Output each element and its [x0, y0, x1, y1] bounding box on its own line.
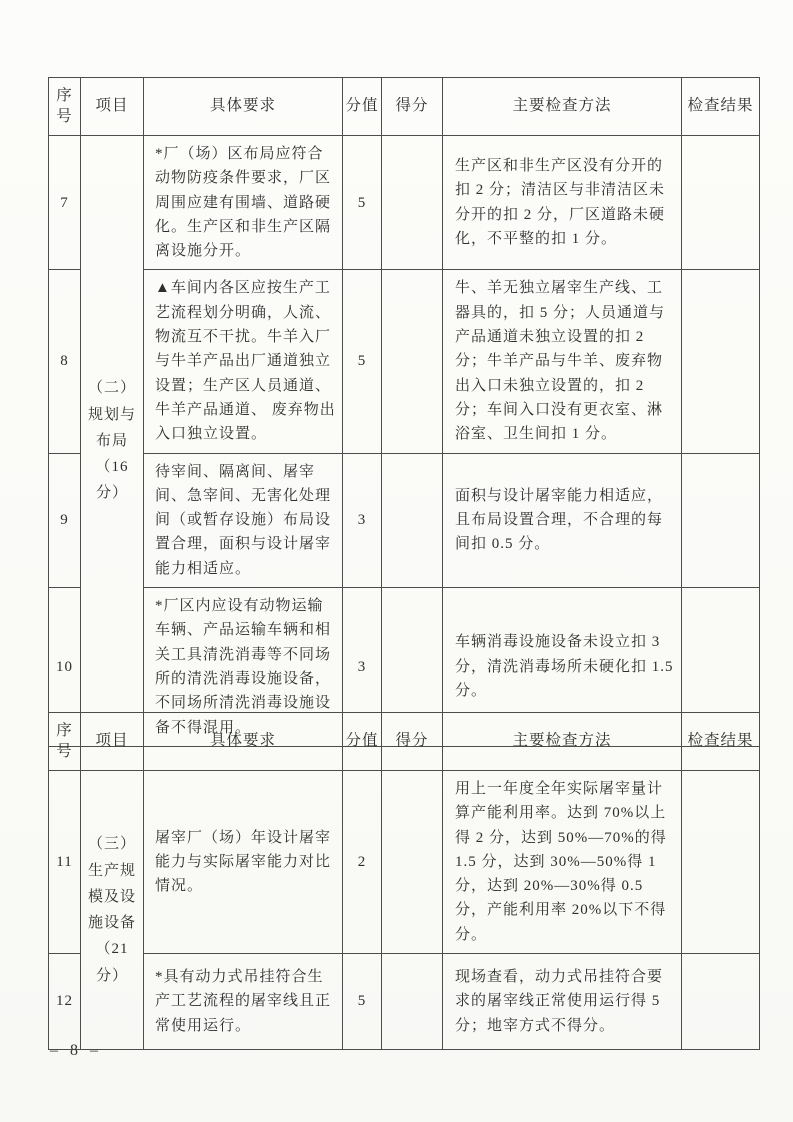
result-cell: [682, 771, 760, 954]
item-group-label: （三）生产规模及设施设备（21分）: [81, 771, 144, 1050]
table-row: [49, 771, 760, 954]
result-cell: [682, 954, 760, 1050]
header-earned: 得分: [382, 78, 443, 136]
row-no: 7: [49, 136, 81, 270]
score-value-cell: 2: [343, 771, 382, 954]
header-method: 主要检查方法: [443, 713, 682, 771]
row-no: 12: [49, 954, 81, 1050]
score-value-cell: 3: [343, 453, 382, 587]
method-cell: 车辆消毒设施设备未设立扣 3 分，清洗消毒场所未硬化扣 1.5 分。: [443, 588, 682, 747]
header-score: 分值: [343, 78, 382, 136]
requirement-cell: *厂区内应设有动物运输车辆、产品运输车辆和相关工具清洗消毒等不同场所的清洗消毒设施设备，不同场所清洗消毒设施设备不得混用。: [144, 588, 343, 747]
method-cell: 用上一年度全年实际屠宰量计算产能利用率。达到 70%以上得 2 分，达到 50%—70%的得 1.5 分，达到 30%—50%得 1 分，达到 20%—30%得 0.5 分，产能利用率 20%以下不得分。: [443, 771, 682, 954]
result-cell: [682, 136, 760, 270]
earned-score-cell: [382, 136, 443, 270]
result-cell: [682, 270, 760, 453]
row-no: 10: [49, 588, 81, 747]
row-no: 8: [49, 270, 81, 453]
header-requirement: 具体要求: [144, 78, 343, 136]
method-cell: 牛、羊无独立屠宰生产线、工器具的，扣 5 分；人员通道与产品通道未独立设置的扣 2 分；牛羊产品与牛羊、废弃物出入口未独立设置的，扣 2 分；车间入口没有更衣室、淋浴室、卫生间扣 1 分。: [443, 270, 682, 453]
header-result: 检查结果: [682, 713, 760, 771]
inspection-table-section-1: [48, 77, 760, 747]
method-cell: 生产区和非生产区没有分开的扣 2 分；清洁区与非清洁区未分开的扣 2 分，厂区道路未硬化，不平整的扣 1 分。: [443, 136, 682, 270]
requirement-cell: *具有动力式吊挂符合生产工艺流程的屠宰线且正常使用运行。: [144, 954, 343, 1050]
score-value-cell: 5: [343, 136, 382, 270]
page-number: – 8 –: [50, 1042, 102, 1059]
header-requirement: 具体要求: [144, 713, 343, 771]
requirement-cell: 屠宰厂（场）年设计屠宰能力与实际屠宰能力对比情况。: [144, 771, 343, 954]
header-item: 项目: [81, 78, 144, 136]
header-result: 检查结果: [682, 78, 760, 136]
earned-score-cell: [382, 270, 443, 453]
method-cell: 现场查看，动力式吊挂符合要求的屠宰线正常使用运行得 5 分；地宰方式不得分。: [443, 954, 682, 1050]
header-earned: 得分: [382, 713, 443, 771]
row-no: 9: [49, 453, 81, 587]
header-no: 序号: [49, 713, 81, 771]
table-row: [49, 453, 760, 587]
table-row: [49, 270, 760, 453]
requirement-cell: 待宰间、隔离间、屠宰间、急宰间、无害化处理间（或暂存设施）布局设置合理，面积与设计屠宰能力相适应。: [144, 453, 343, 587]
header-score: 分值: [343, 713, 382, 771]
score-value-cell: 5: [343, 270, 382, 453]
item-group-label: （二）规划与布局（16分）: [81, 136, 144, 747]
table-header-row: [49, 78, 760, 136]
header-no: 序号: [49, 78, 81, 136]
earned-score-cell: [382, 453, 443, 587]
score-value-cell: 5: [343, 954, 382, 1050]
earned-score-cell: [382, 954, 443, 1050]
requirement-cell: *厂（场）区布局应符合动物防疫条件要求，厂区周围应建有围墙、道路硬化。生产区和非生产区隔离设施分开。: [144, 136, 343, 270]
earned-score-cell: [382, 771, 443, 954]
score-value-cell: 3: [343, 588, 382, 747]
inspection-table-section-2: [48, 712, 760, 1050]
table-row: [49, 136, 760, 270]
row-no: 11: [49, 771, 81, 954]
header-item: 项目: [81, 713, 144, 771]
method-cell: 面积与设计屠宰能力相适应，且布局设置合理，不合理的每间扣 0.5 分。: [443, 453, 682, 587]
result-cell: [682, 453, 760, 587]
requirement-cell: ▲车间内各区应按生产工艺流程划分明确，人流、物流互不干扰。牛羊入厂与牛羊产品出厂通道独立设置；生产区人员通道、牛羊产品通道、 废弃物出入口独立设置。: [144, 270, 343, 453]
table-row: [49, 954, 760, 1050]
header-method: 主要检查方法: [443, 78, 682, 136]
table-header-row: [49, 713, 760, 771]
